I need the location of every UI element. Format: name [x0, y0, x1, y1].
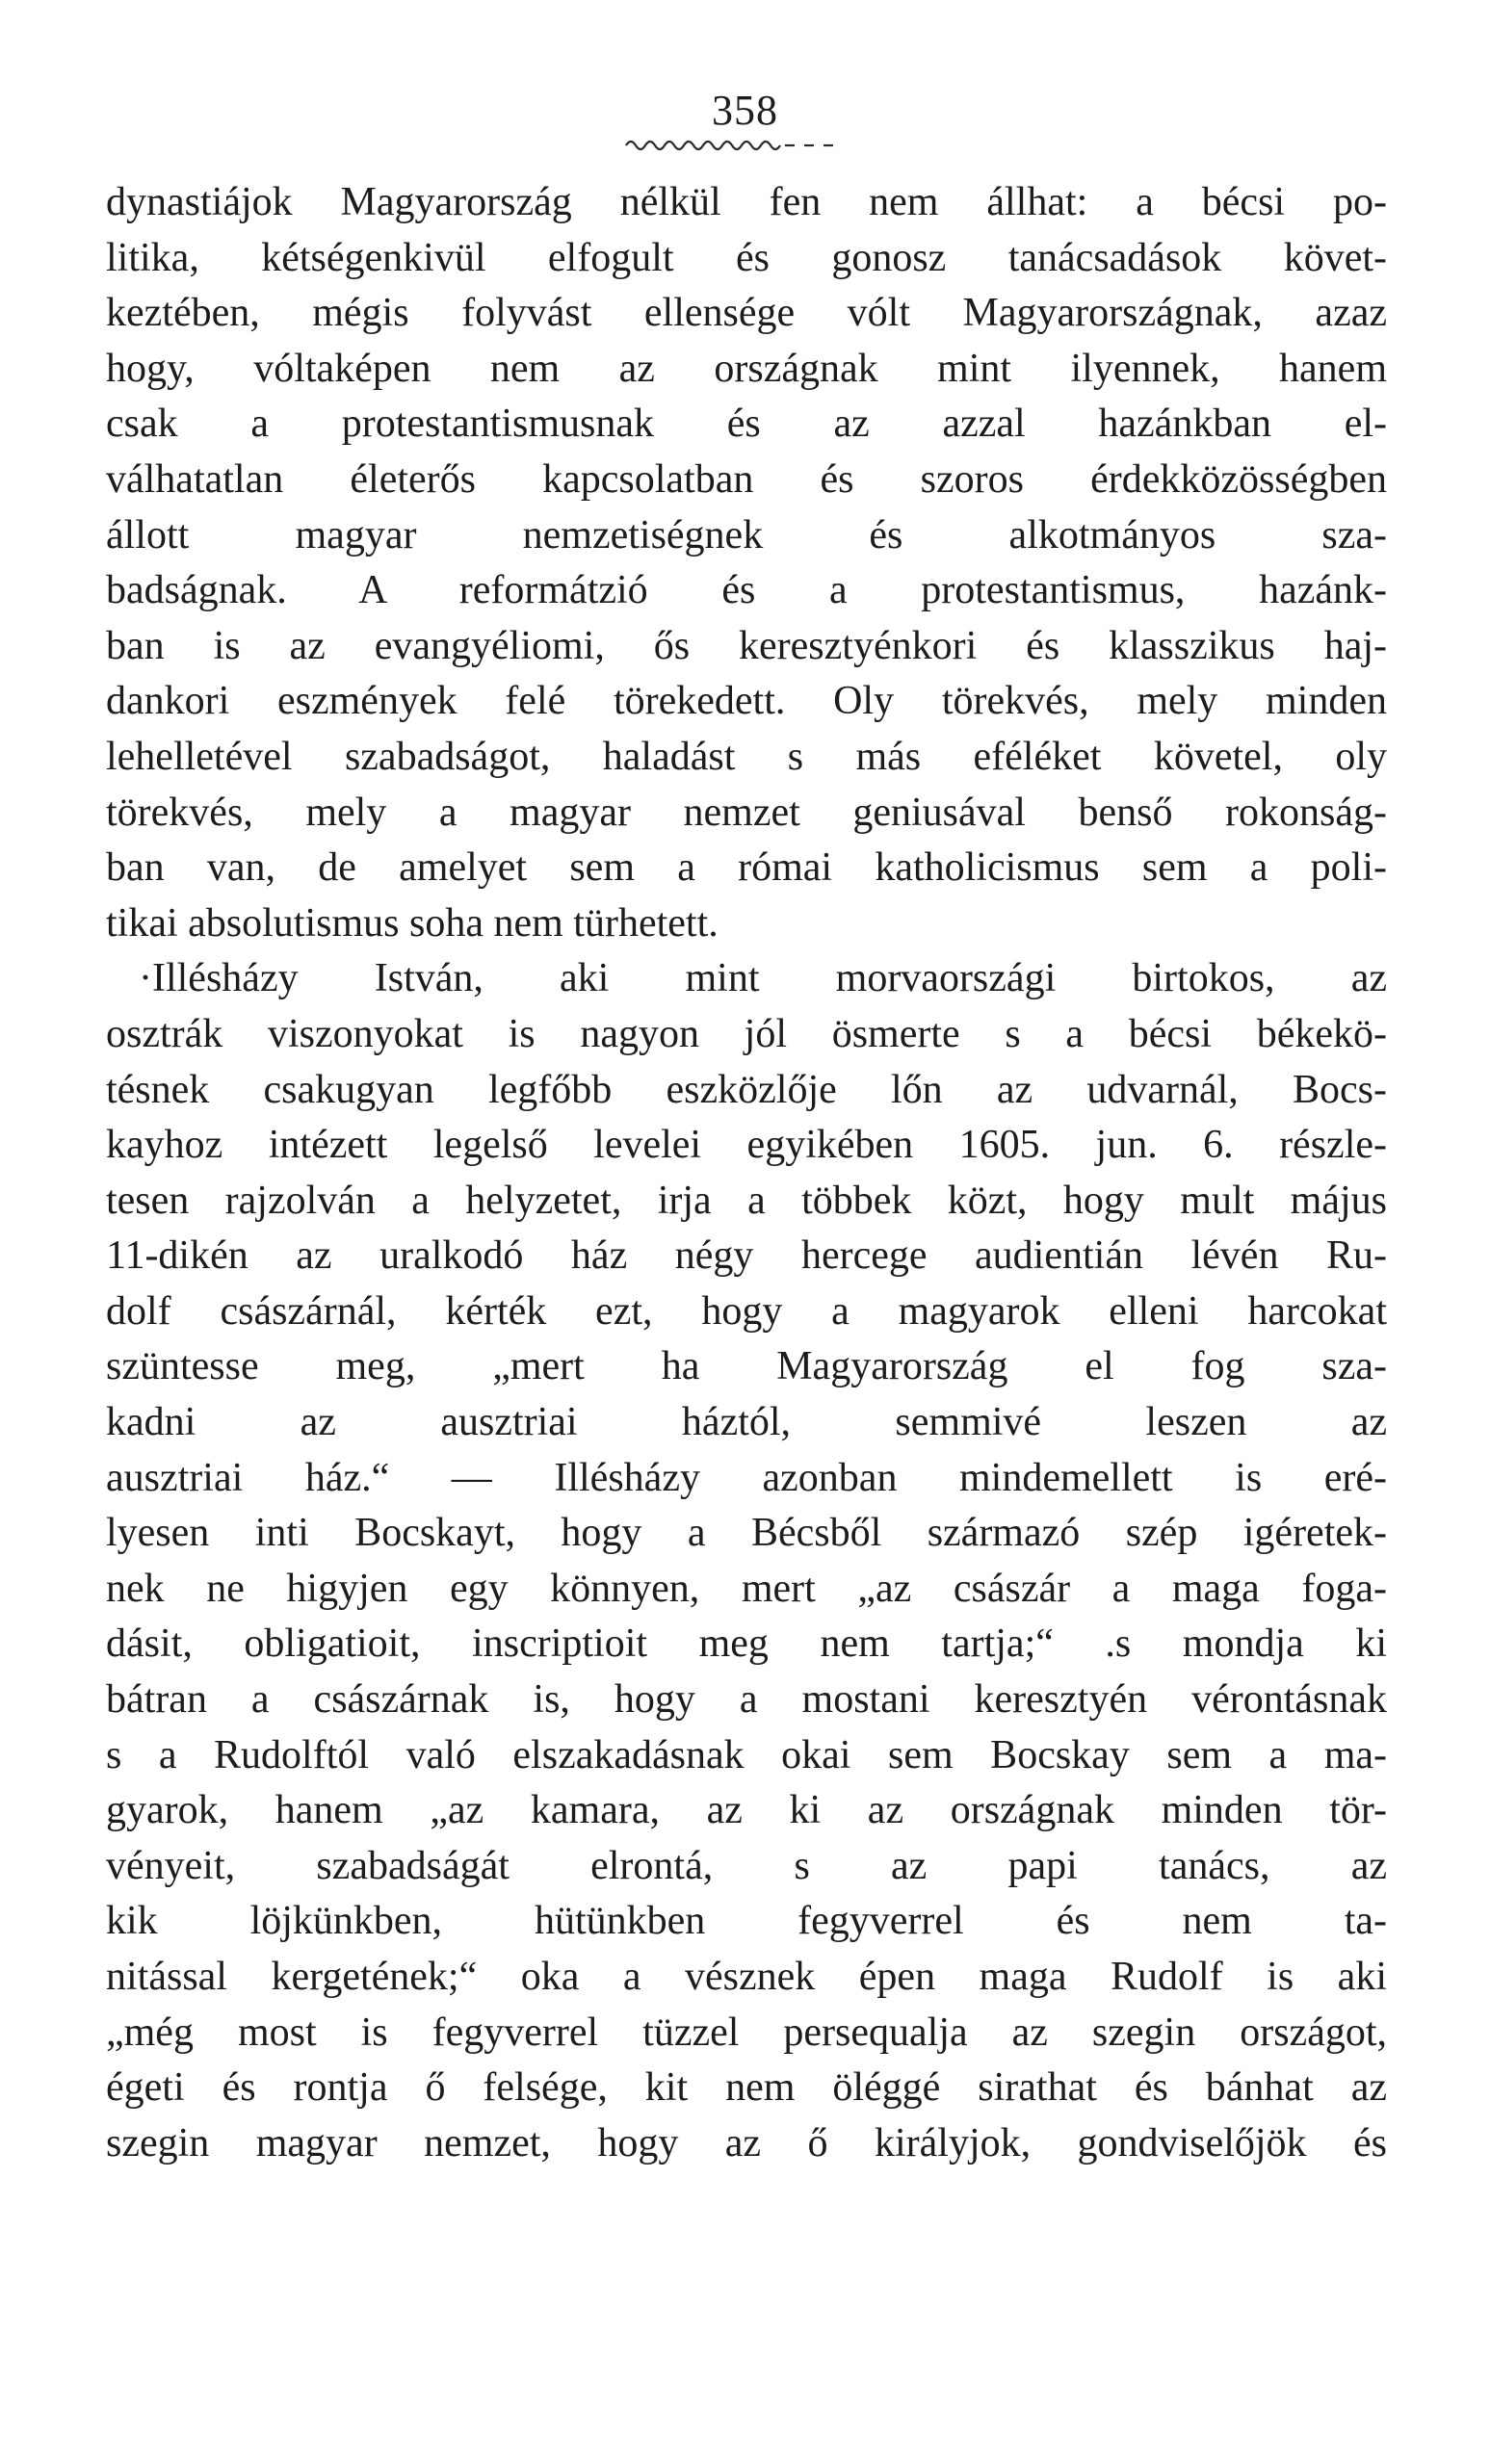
- text-line: kadni az ausztriai háztól, semmivé leszen az: [106, 1400, 1387, 1445]
- text-line: keztében, mégis folyvást ellensége vólt Magyarországnak, azaz: [106, 291, 1387, 336]
- page-number: 358: [712, 87, 778, 134]
- text-line: állott magyar nemzetiségnek és alkotmányos sza-: [106, 512, 1387, 558]
- text-line: tesen rajzolván a helyzetet, irja a többek közt, hogy mult május: [106, 1178, 1387, 1223]
- text-line: szüntesse meg, „mert ha Magyarország el fog sza-: [106, 1344, 1387, 1389]
- text-line: lehelletével szabadságot, haladást s más eféléket követel, oly: [106, 734, 1387, 779]
- text-line: vényeit, szabadságát elrontá, s az papi tanács, az: [106, 1843, 1387, 1888]
- text-line: badságnak. A reformátzió és a protestantismus, hazánk-: [106, 568, 1387, 613]
- text-line: hogy, vóltaképen nem az országnak mint ilyennek, hanem: [106, 346, 1387, 391]
- text-line: ban is az evangyéliomi, ős keresztyénkori és klasszikus haj-: [106, 623, 1387, 668]
- text-line: dankori eszmények felé törekedett. Oly törekvés, mely minden: [106, 679, 1387, 724]
- text-line: ban van, de amelyet sem a római katholicismus sem a poli-: [106, 845, 1387, 891]
- text-line: bátran a császárnak is, hogy a mostani keresztyén vérontásnak: [106, 1677, 1387, 1723]
- text-line: tikai absolutismus soha nem türhetett.: [106, 900, 719, 946]
- text-line: osztrák viszonyokat is nagyon jól ösmerte s a bécsi békekö-: [106, 1011, 1387, 1056]
- text-line: válhatatlan életerős kapcsolatban és szoros érdekközösségben: [106, 456, 1387, 502]
- text-line: égeti és rontja ő felsége, kit nem öléggé sirathat és bánhat az: [106, 2065, 1387, 2111]
- text-line: ·Illésházy István, aki mint morvaországi birtokos, az: [139, 956, 1387, 1001]
- text-line: 11-dikén az uralkodó ház négy hercege audientián lévén Ru-: [106, 1233, 1387, 1279]
- text-line: nek ne higyjen egy könnyen, mert „az császár a maga foga-: [106, 1566, 1387, 1611]
- text-line: szegin magyar nemzet, hogy az ő királyjok, gondviselőjök és: [106, 2120, 1387, 2166]
- text-line: törekvés, mely a magyar nemzet geniusával benső rokonság-: [106, 790, 1387, 835]
- text-line: kik löjkünkben, hütünkben fegyverrel és nem ta-: [106, 1899, 1387, 1944]
- text-line: dynastiájok Magyarország nélkül fen nem állhat: a bécsi po-: [106, 180, 1387, 224]
- text-line: lyesen inti Bocskayt, hogy a Bécsből származó szép igéretek-: [106, 1511, 1387, 1556]
- text-line: kayhoz intézett legelső levelei egyikében 1605. jun. 6. részle-: [106, 1123, 1387, 1168]
- text-line: gyarok, hanem „az kamara, az ki az országnak minden tör-: [106, 1788, 1387, 1833]
- text-line: „még most is fegyverrel tüzzel persequalja az szegin országot,: [106, 2010, 1387, 2055]
- text-line: litika, kétségenkivül elfogult és gonosz tanácsadások követ-: [106, 235, 1387, 280]
- text-line: csak a protestantismusnak és az azzal hazánkban el-: [106, 402, 1387, 447]
- text-line: dásit, obligatioit, inscriptioit meg nem tartja;“ .s mondja ki: [106, 1621, 1387, 1667]
- text-line: s a Rudolftól való elszakadásnak okai sem Bocskay sem a ma-: [106, 1732, 1387, 1777]
- text-line: ausztriai ház.“ — Illésházy azonban mindemellett is eré-: [106, 1455, 1387, 1500]
- text-line: tésnek csakugyan legfőbb eszközlője lőn az udvarnál, Bocs-: [106, 1067, 1387, 1112]
- wavy-rule-ornament: [616, 135, 848, 156]
- text-line: nitással kergetének;“ oka a vésznek épen maga Rudolf is aki: [106, 1955, 1387, 1999]
- text-line: dolf császárnál, kérték ezt, hogy a magyarok elleni harcokat: [106, 1288, 1387, 1334]
- body-text: [106, 175, 1387, 2171]
